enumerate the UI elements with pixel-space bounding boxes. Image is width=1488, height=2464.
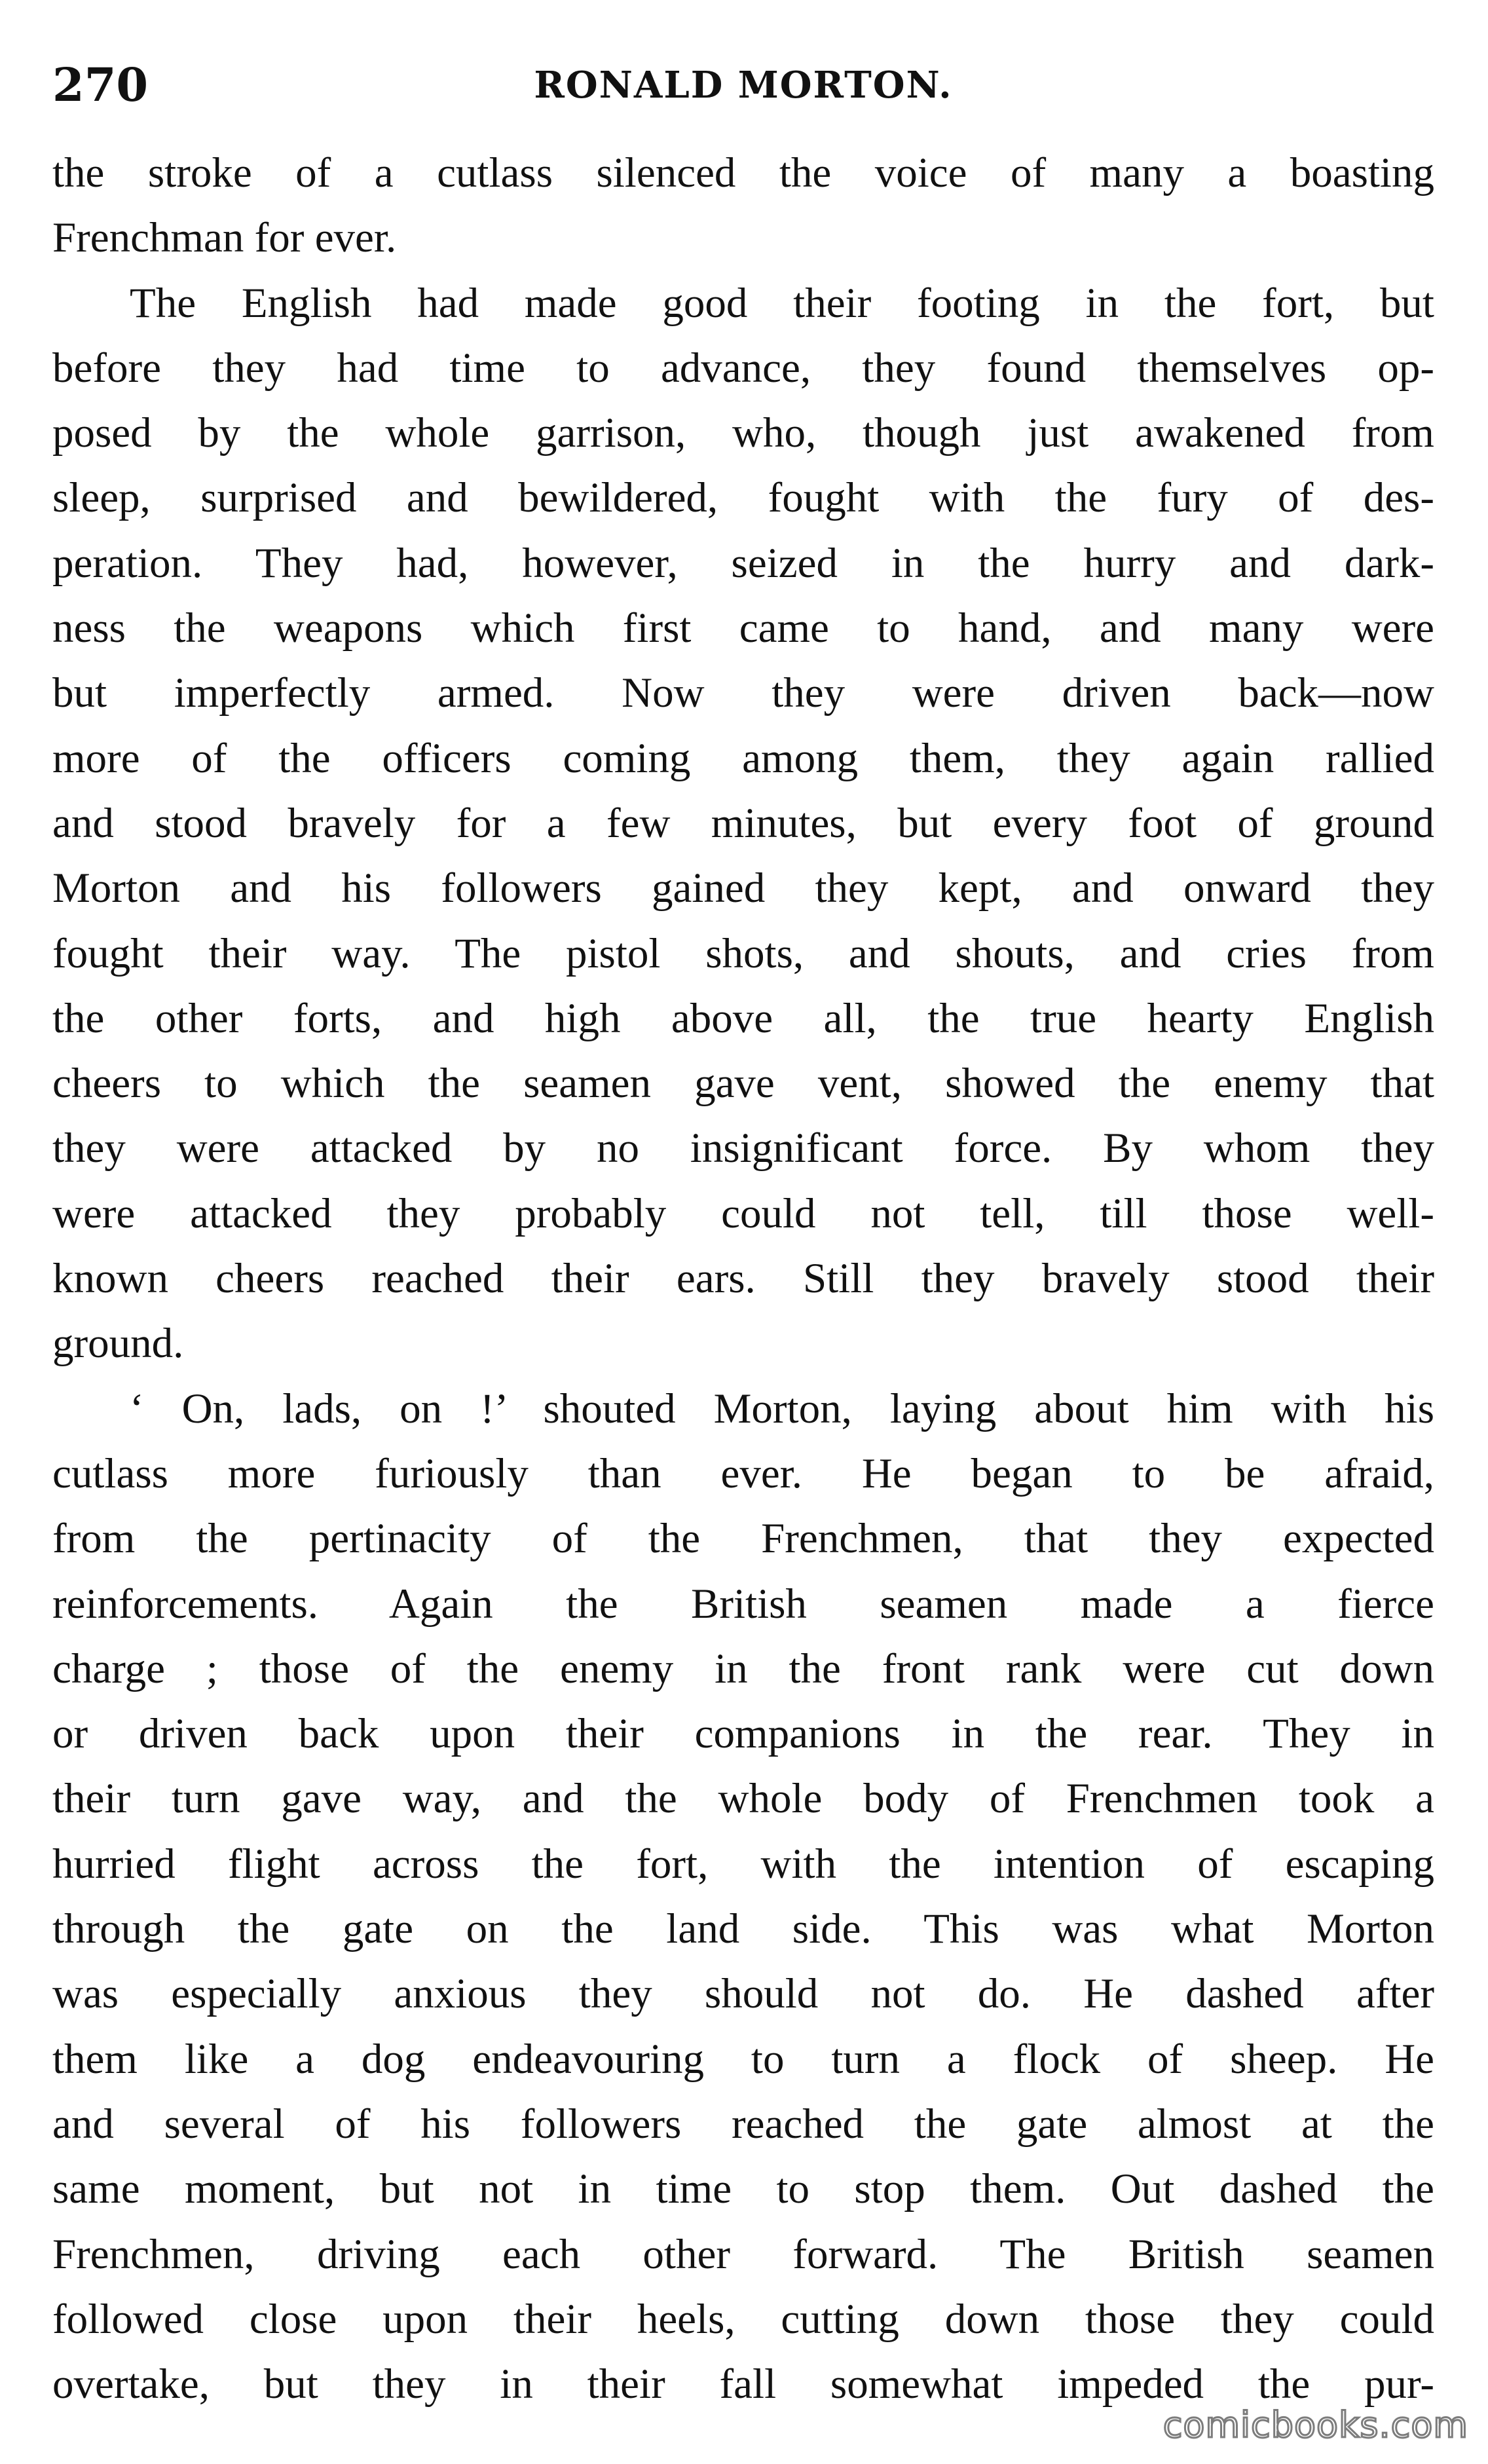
text-line: before they had time to advance, they found themselves op- [52,344,1434,392]
text-line: and stood bravely for a few minutes, but every foot of ground [52,799,1434,847]
body-text [52,141,1434,2417]
text-line: ground. [52,1320,184,1368]
text-line: overtake, but they in their fall somewhat impeded the pur- [52,2361,1434,2408]
text-line: they were attacked by no insignificant force. By whom they [52,1125,1434,1172]
text-line: from the pertinacity of the Frenchmen, that they expected [52,1515,1434,1563]
text-line: The English had made good their footing in the fort, but [130,279,1434,327]
text-line: more of the officers coming among them, they again rallied [52,734,1434,782]
text-line: cutlass more furiously than ever. He began to be afraid, [52,1449,1434,1497]
text-line: them like a dog endeavouring to turn a flock of sheep. He [52,2035,1434,2083]
text-line: followed close upon their heels, cutting down those they could [52,2295,1434,2343]
text-line: was especially anxious they should not do. He dashed after [52,1970,1434,2018]
text-line: charge ; those of the enemy in the front rank were cut down [52,1645,1434,1692]
text-line: or driven back upon their companions in the rear. They in [52,1710,1434,1758]
watermark: comicbooks.com [1162,2404,1468,2446]
text-line: known cheers reached their ears. Still they bravely stood their [52,1255,1434,1303]
text-line: were attacked they probably could not tell, till those well- [52,1189,1434,1237]
text-line: ‘ On, lads, on !’ shouted Morton, laying about him with his [130,1385,1434,1432]
text-line: but imperfectly armed. Now they were driven back—now [52,669,1434,717]
text-line: their turn gave way, and the whole body of Frenchmen took a [52,1775,1434,1823]
running-title: RONALD MORTON. [534,64,953,107]
text-line: hurried flight across the fort, with the intention of escaping [52,1840,1434,1888]
text-line: through the gate on the land side. This was what Morton [52,1905,1434,1953]
text-line: Frenchman for ever. [52,214,397,262]
text-line: reinforcements. Again the British seamen made a fierce [52,1580,1434,1628]
text-line: fought their way. The pistol shots, and shouts, and cries from [52,929,1434,977]
text-line: the other forts, and high above all, the true hearty English [52,994,1434,1042]
text-line: Morton and his followers gained they kept, and onward they [52,865,1434,912]
text-line: posed by the whole garrison, who, though just awakened from [52,409,1434,457]
text-line: ness the weapons which first came to hand, and many were [52,605,1434,652]
text-line: sleep, surprised and bewildered, fought with the fury of des- [52,474,1434,522]
running-head [52,46,1434,124]
page-number: 270 [52,58,149,112]
text-line: cheers to which the seamen gave vent, showed the enemy that [52,1060,1434,1108]
text-line: and several of his followers reached the gate almost at the [52,2100,1434,2148]
text-line: the stroke of a cutlass silenced the voice of many a boasting [52,149,1434,196]
text-line: same moment, but not in time to stop them. Out dashed the [52,2165,1434,2213]
text-line: peration. They had, however, seized in the hurry and dark- [52,539,1434,587]
text-line: Frenchmen, driving each other forward. The British seamen [52,2230,1434,2278]
